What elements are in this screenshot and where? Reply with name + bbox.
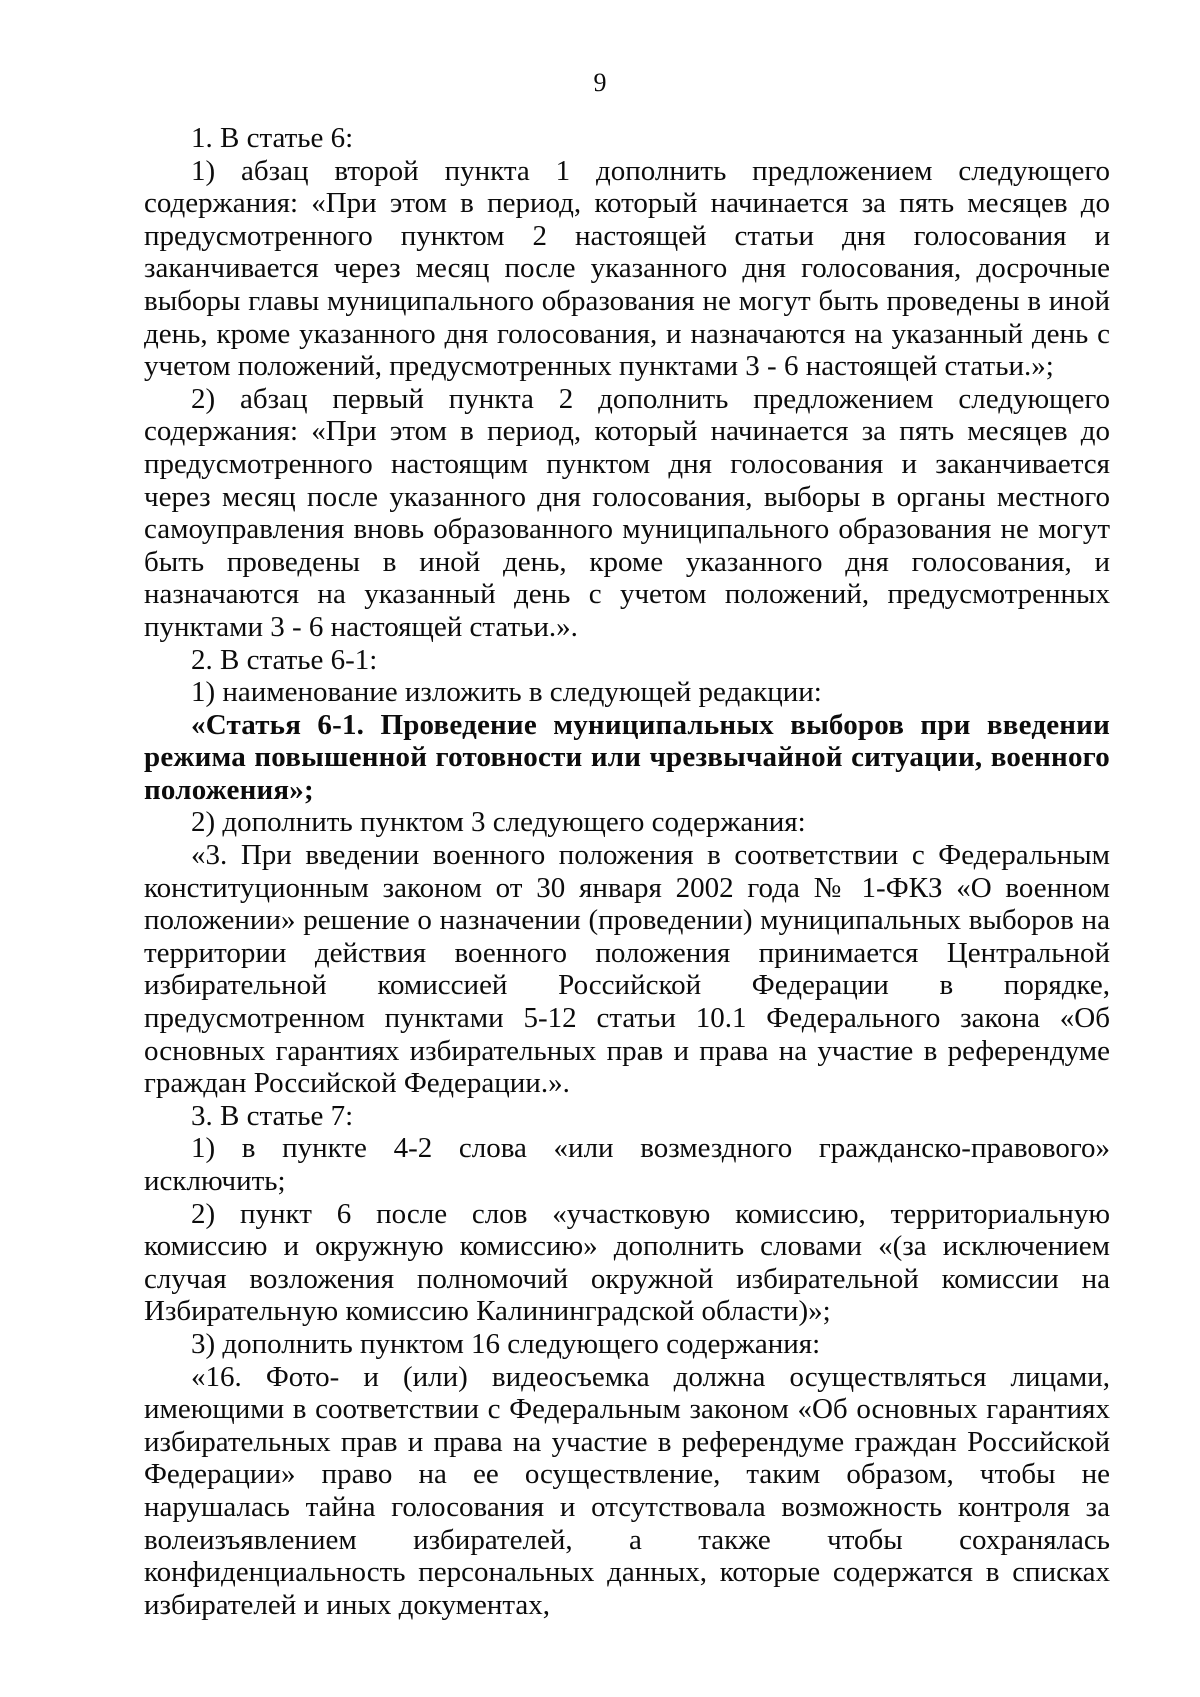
paragraph-add-point-16: 3) дополнить пунктом 16 следующего содержания: — [191, 1327, 821, 1360]
page-number: 9 — [593, 68, 607, 97]
paragraph-title-change: 1) наименование изложить в следующей редакции: — [191, 676, 822, 709]
paragraph-point-6: 2) пункт 6 после слов «участковую комиссию, территориальную комиссию и окружную комиссию» дополнить словами «(за исключением случая возложения полномочий окружной избирательной комиссии на Избирательную комиссию Калининградской области)»; — [144, 1197, 1110, 1328]
paragraph-add-point-3: 2) дополнить пунктом 3 следующего содержания: — [191, 806, 806, 839]
paragraph-amendment-2: 2) абзац первый пункта 2 дополнить предложением следующего содержания: «При этом в период, который начинается за пять месяцев до предусмотренного настоящим пунктом дня голосования и заканчивается через месяц после указанного дня голосования, выборы в органы местного самоуправления вновь образованного муниципального образования не могут быть проведены в иной день, кроме указанного дня голосования, и назначаются на указанный день с учетом положений, предусмотренных пунктами 3 - 6 настоящей статьи.». — [144, 382, 1110, 643]
paragraph-amendment-1: 1) абзац второй пункта 1 дополнить предложением следующего содержания: «При этом в период, который начинается за пять месяцев до предусмотренного пунктом 2 настоящей статьи дня голосования и заканчивается через месяц после указанного дня голосования, досрочные выборы главы муниципального образования не могут быть проведены в иной день, кроме указанного дня голосования, и назначаются на указанный день с учетом положений, предусмотренных пунктами 3 - 6 настоящей статьи.»; — [144, 154, 1110, 383]
document-body — [144, 122, 1110, 1621]
paragraph-point-4-2: 1) в пункте 4-2 слова «или возмездного гражданско-правового» исключить; — [144, 1132, 1110, 1197]
section-heading-article-7: 3. В статье 7: — [191, 1099, 354, 1132]
section-heading-article-6-1: 2. В статье 6-1: — [191, 643, 378, 676]
section-heading-article-6: 1. В статье 6: — [191, 122, 354, 154]
paragraph-point-16-text: «16. Фото- и (или) видеосъемка должна осуществляться лицами, имеющими в соответствии с Федеральным законом «Об основных гарантиях избирательных прав и права на участие в референдуме граждан Российской Федерации» право на ее осуществление, таким образом, чтобы не нарушалась тайна голосования и отсутствовала возможность контроля за волеизъявлением избирателей, а также чтобы сохранялась конфиденциальность персональных данных, которые содержатся в списках избирателей и иных документах, — [144, 1360, 1110, 1621]
paragraph-point-3-text: «3. При введении военного положения в соответствии с Федеральным конституционным законом от 30 января 2002 года № 1-ФКЗ «О военном положении» решение о назначении (проведении) муниципальных выборов на территории действия военного положения принимается Центральной избирательной комиссией Российской Федерации в порядке, предусмотренном пунктами 5-12 статьи 10.1 Федерального закона «Об основных гарантиях избирательных прав и права на участие в референдуме граждан Российской Федерации.». — [144, 839, 1110, 1100]
article-title-bold: «Статья 6-1. Проведение муниципальных выборов при введении режима повышенной готовности или чрезвычайной ситуации, военного положения»; — [144, 708, 1110, 806]
